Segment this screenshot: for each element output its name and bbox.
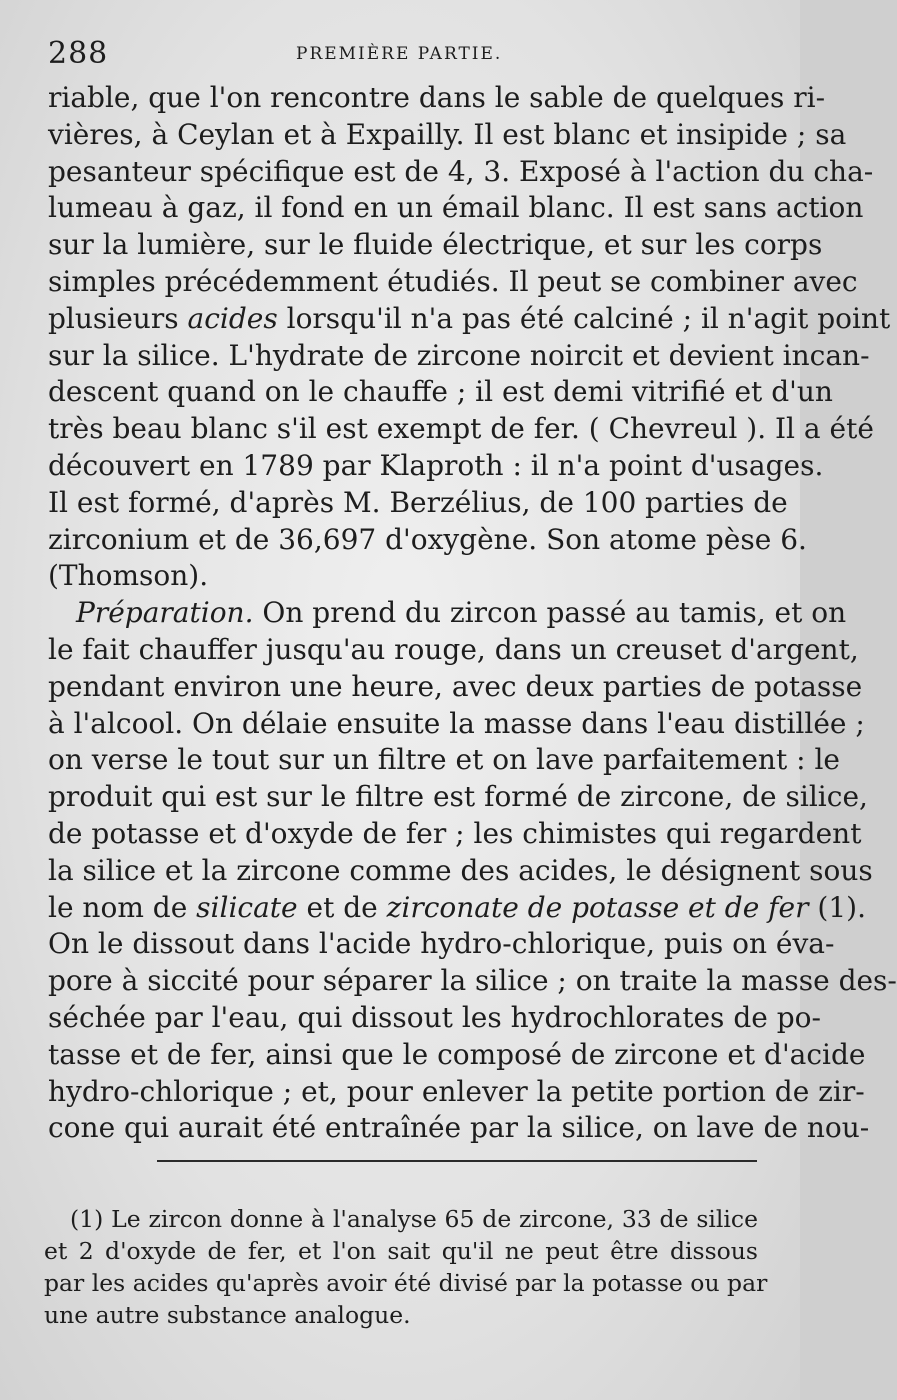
- page-header: [48, 34, 760, 74]
- text-line: (Thomson).: [48, 559, 209, 593]
- footnote-ref[interactable]: (1).: [817, 890, 866, 924]
- text-line: pendant environ une heure, avec deux parties de potasse: [48, 669, 863, 703]
- italic-term: acides: [187, 301, 278, 335]
- footnote-line: (1) Le zircon donne à l'analyse 65 de zircone, 33 de silice: [70, 1205, 758, 1233]
- footnote-divider: [157, 1160, 757, 1162]
- text-line: zirconium et de 36,697 d'oxygène. Son atome pèse 6.: [48, 522, 807, 556]
- text-line: riable, que l'on rencontre dans le sable de quelques ri-: [48, 81, 826, 114]
- text-line: cone qui aurait été entraînée par la silice, on lave de nou-: [48, 1111, 870, 1145]
- text-run: lorsqu'il n'a pas été calciné ; il n'agit point: [286, 301, 891, 335]
- text-line: sur la lumière, sur le fluide électrique, et sur les corps: [48, 228, 823, 262]
- text-line: simples précédemment étudiés. Il peut se combiner avec: [48, 264, 858, 298]
- text-line: on verse le tout sur un filtre et on lave parfaitement : le: [48, 743, 840, 777]
- text-run: le nom de: [48, 890, 188, 924]
- italic-term: silicate: [196, 890, 298, 924]
- text-line: [48, 595, 847, 632]
- text-line: hydro-chlorique ; et, pour enlever la petite portion de zir-: [48, 1074, 865, 1108]
- text-line: Il est formé, d'après M. Berzélius, de 100 parties de: [48, 485, 788, 519]
- text-line: On le dissout dans l'acide hydro-chlorique, puis on éva-: [48, 927, 835, 961]
- text-run: On prend du zircon passé au tamis, et on: [262, 596, 847, 630]
- footnote-line: une autre substance analogue.: [44, 1301, 411, 1329]
- text-run: plusieurs: [48, 301, 179, 335]
- section-heading: Préparation.: [76, 596, 254, 630]
- italic-term: zirconate de potasse et de fer: [386, 890, 809, 924]
- text-line: le fait chauffer jusqu'au rouge, dans un creuset d'argent,: [48, 632, 859, 666]
- body-text: [48, 80, 897, 1147]
- footnote-line: et 2 d'oxyde de fer, et l'on sait qu'il ne peut être dissous: [44, 1237, 758, 1265]
- text-line: la silice et la zircone comme des acides, le désignent sous: [48, 853, 873, 887]
- text-line: [48, 890, 866, 927]
- text-run: et de: [306, 890, 378, 924]
- text-line: pesanteur spécifique est de 4, 3. Exposé à l'action du cha-: [48, 154, 874, 188]
- text-line: [48, 301, 891, 338]
- text-line: vières, à Ceylan et à Expailly. Il est blanc et insipide ; sa: [48, 117, 847, 151]
- page-number: 288: [48, 36, 109, 71]
- text-line: à l'alcool. On délaie ensuite la masse dans l'eau distillée ;: [48, 706, 865, 740]
- text-line: de potasse et d'oxyde de fer ; les chimistes qui regardent: [48, 816, 862, 850]
- footnote: [44, 1203, 768, 1331]
- text-line: tasse et de fer, ainsi que le composé de zircone et d'acide: [48, 1037, 866, 1071]
- text-line: découvert en 1789 par Klaproth : il n'a point d'usages.: [48, 448, 824, 482]
- running-head: PREMIÈRE PARTIE.: [296, 44, 503, 64]
- text-line: produit qui est sur le filtre est formé de zircone, de silice,: [48, 780, 868, 814]
- text-line: lumeau à gaz, il fond en un émail blanc. Il est sans action: [48, 191, 864, 225]
- text-line: sur la silice. L'hydrate de zircone noircit et devient incan-: [48, 338, 870, 372]
- footnote-line: par les acides qu'après avoir été divisé par la potasse ou par: [44, 1269, 768, 1297]
- text-line: très beau blanc s'il est exempt de fer. ( Chevreul ). Il a été: [48, 412, 874, 446]
- text-line: pore à siccité pour séparer la silice ; on traite la masse des-: [48, 964, 897, 998]
- text-line: descent quand on le chauffe ; il est demi vitrifié et d'un: [48, 375, 833, 409]
- text-line: séchée par l'eau, qui dissout les hydrochlorates de po-: [48, 1000, 821, 1034]
